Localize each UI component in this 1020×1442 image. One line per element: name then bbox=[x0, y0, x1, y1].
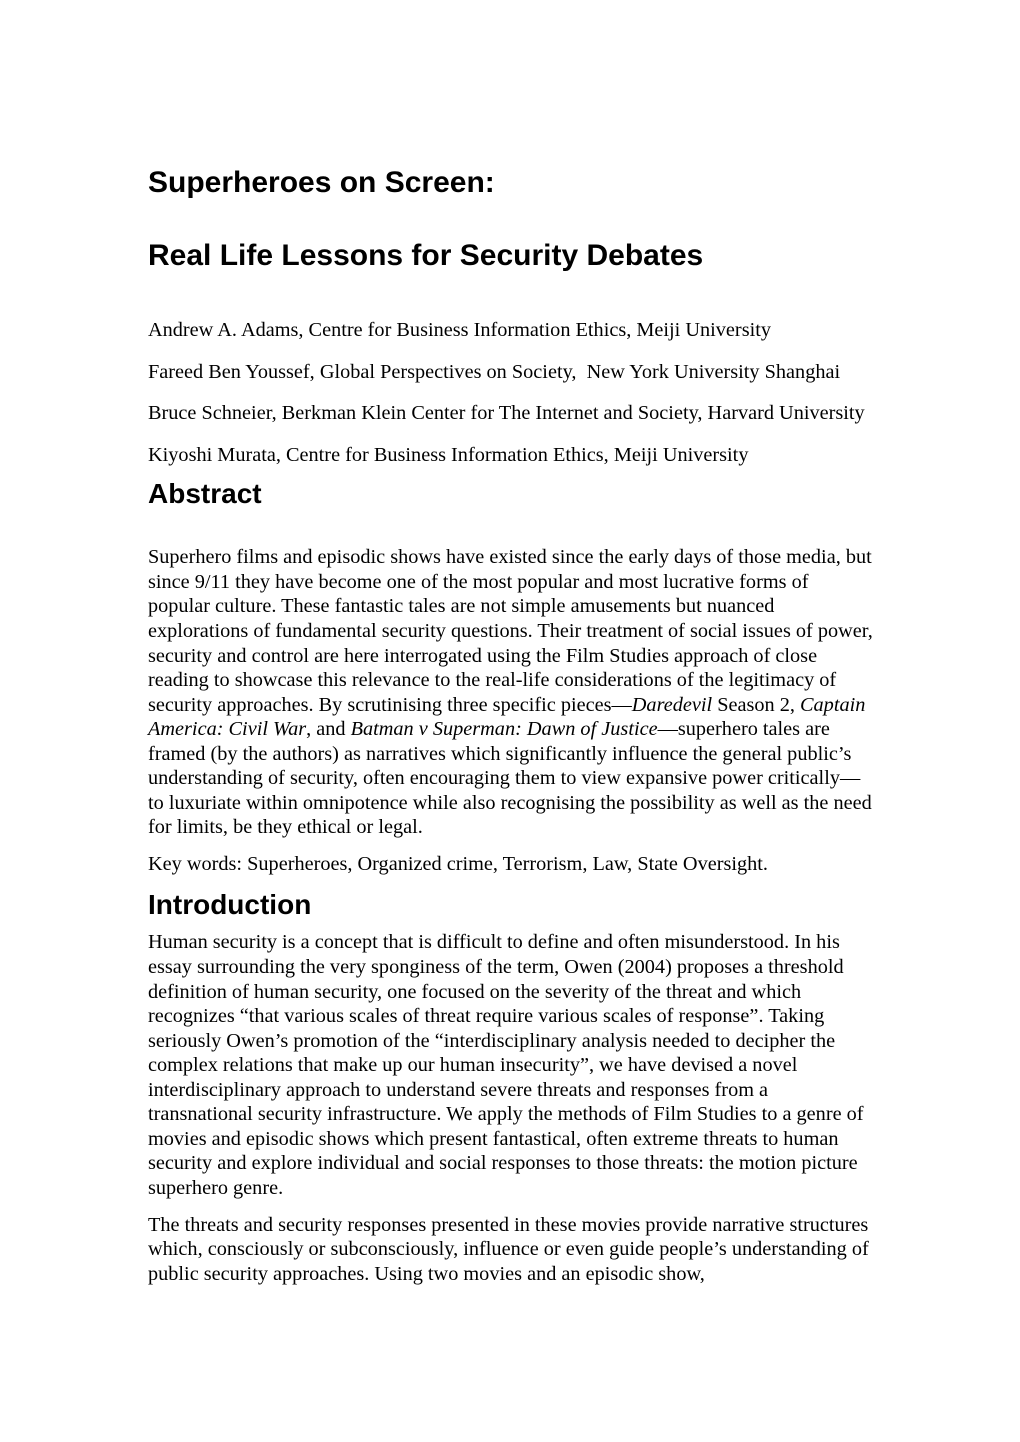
section-heading-abstract: Abstract bbox=[148, 478, 262, 510]
abstract-paragraph: Superhero films and episodic shows have existed since the early days of those media, but since 9/11 they have become one of the most popular and most lucrative forms of popular culture. These fantastic tales are not simple amusements but nuanced explorations of fundamental security questions. Their treatment of social issues of power, security and control are here interrogated using the Film Studies approach of close reading to showcase this relevance to the real-life considerations of the legitimacy of security approaches. By scrutinising three specific pieces—Daredevil Season 2, Captain America: Civil War, and Batman v Superman: Dawn of Justice—superhero tales are framed (by the authors) as narratives which significantly influence the general public’s understanding of security, often encouraging them to view expansive power critically—to luxuriate within omnipotence while also recognising the possibility as well as the need for limits, be they ethical or legal. bbox=[148, 546, 878, 839]
author-line-3: Bruce Schneier, Berkman Klein Center for The Internet and Society, Harvard University bbox=[148, 402, 865, 425]
document-title-line-2: Real Life Lessons for Security Debates bbox=[148, 239, 704, 272]
author-line-2: Fareed Ben Youssef, Global Perspectives on Society, New York University Shanghai bbox=[148, 360, 841, 383]
keywords-line: Key words: Superheroes, Organized crime, Terrorism, Law, State Oversight. bbox=[148, 852, 768, 875]
introduction-paragraph-1: Human security is a concept that is difficult to define and often misunderstood. In his essay surrounding the very sponginess of the term, Owen (2004) proposes a threshold definition of human security, one focused on the severity of the threat and which recognizes “that various scales of threat require various scales of response”. Taking seriously Owen’s promotion of the “interdisciplinary analysis needed to decipher the complex relations that make up our human insecurity”, we have devised a novel interdisciplinary approach to understand severe threats and responses from a transnational security infrastructure. We apply the methods of Film Studies to a genre of movies and episodic shows which present fantastical, often extreme threats to human security and explore individual and social responses to those threats: the motion picture superhero genre. bbox=[148, 931, 869, 1199]
introduction-paragraph-2: The threats and security responses presented in these movies provide narrative structures which, consciously or subconsciously, influence or even guide people’s understanding of public security approaches. Using two movies and an episodic show, bbox=[148, 1213, 874, 1285]
section-heading-introduction: Introduction bbox=[148, 889, 312, 921]
author-line-1: Andrew A. Adams, Centre for Business Information Ethics, Meiji University bbox=[148, 319, 771, 341]
author-line-4: Kiyoshi Murata, Centre for Business Information Ethics, Meiji University bbox=[148, 443, 749, 466]
document-title-line-1: Superheroes on Screen: bbox=[148, 166, 495, 199]
